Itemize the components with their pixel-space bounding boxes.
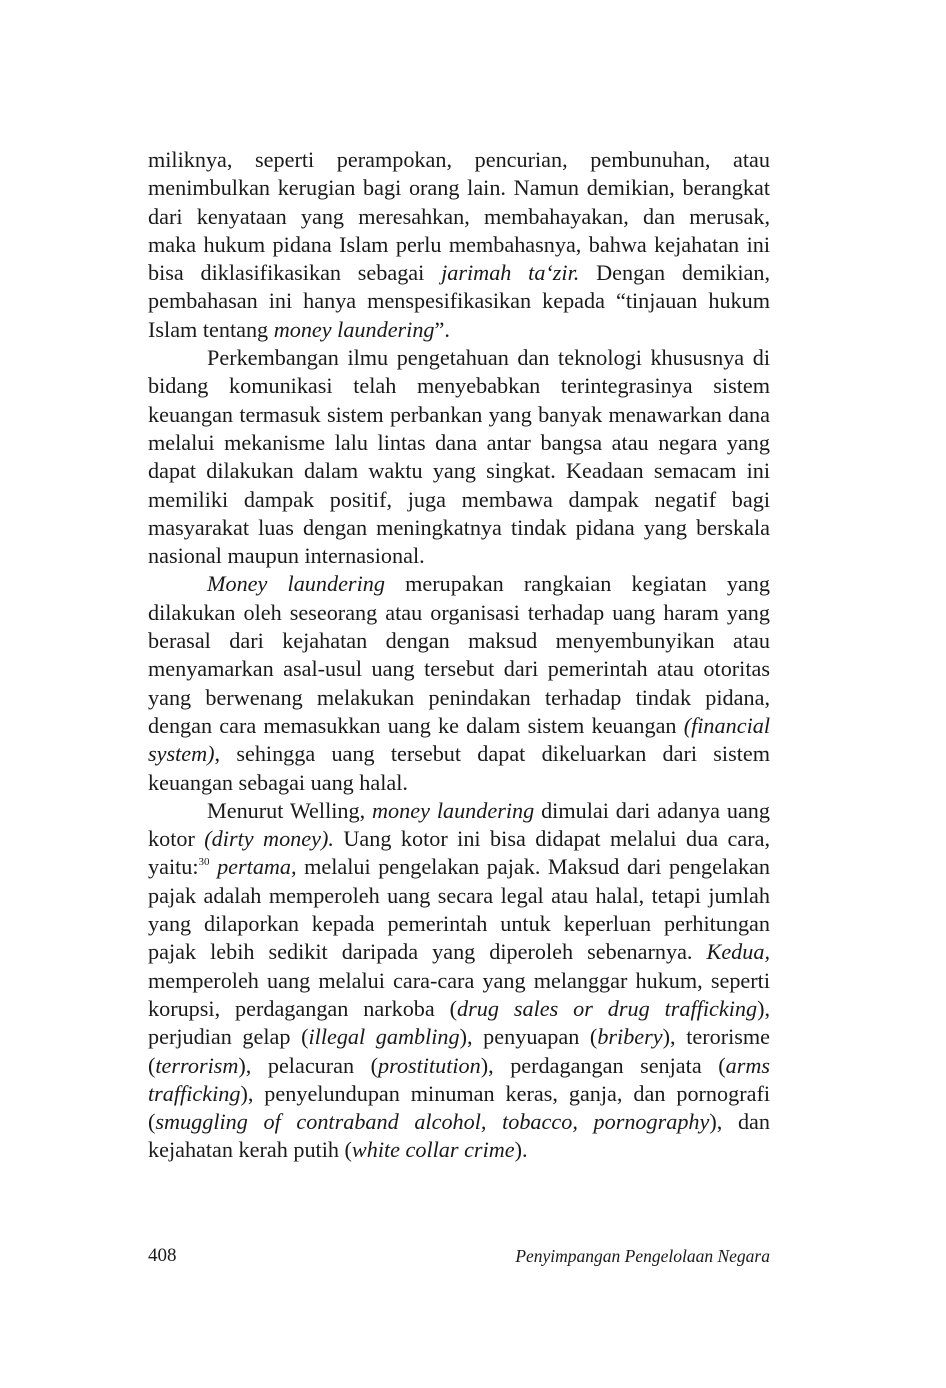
italic-term: illegal gambling (308, 1024, 460, 1050)
italic-term: terrorism (155, 1052, 239, 1078)
paragraph (148, 146, 770, 344)
running-title: Penyimpangan Pengelolaan Negara (515, 1246, 770, 1266)
text-run: memperoleh uang melalui cara-cara yang melanggar hukum, seperti korupsi, perdagangan narkoba ( (148, 967, 770, 1021)
italic-term: smuggling of contraband alcohol, tobacco, pornography (155, 1109, 710, 1135)
text-run: ”. (434, 316, 450, 342)
paragraph (148, 797, 770, 1165)
italic-term: prostitution (378, 1052, 481, 1078)
page-number: 408 (148, 1245, 177, 1266)
italic-term: money laundering (372, 797, 535, 823)
italic-term: drug sales or drug trafficking (457, 995, 758, 1021)
italic-term: money laundering (273, 316, 435, 342)
italic-term: (financial system) (148, 712, 770, 767)
italic-term: white collar crime (351, 1137, 515, 1163)
text-run: , sehingga uang tersebut dapat dikeluarkan dari sistem keuangan sebagai uang halal. (148, 741, 770, 795)
text-run: ). (514, 1137, 528, 1163)
italic-term: jarimah ta‘zir. (441, 260, 580, 286)
footnote-marker: 30 (198, 856, 210, 869)
text-run: Dengan demikian, pembahasan ini hanya menspesifikasikan kepada “tinjauan hukum Islam tentang (148, 260, 770, 342)
text-run: dimulai dari adanya uang kotor (148, 797, 770, 852)
paragraph (148, 570, 770, 796)
text-run: ), penyuapan ( (459, 1024, 598, 1050)
text-run: ), perjudian gelap ( (148, 995, 770, 1050)
text-run: merupakan rangkaian kegiatan yang dilakukan oleh seseorang atau organisasi terhadap uang haram yang berasal dari kejahatan dengan maksud menyembunyikan atau menyamarkan asal-usul uang tersebut dari pemerintah atau otoritas yang berwenang melakukan penindakan terhadap tindak pidana, dengan cara memasukkan uang ke dalam sistem keuangan (148, 571, 770, 738)
italic-term: arms trafficking (148, 1052, 770, 1106)
italic-term: Money laundering (207, 571, 385, 597)
italic-term: (dirty money). (204, 826, 334, 852)
text-run: Uang kotor ini bisa didapat melalui dua cara, yaitu: (148, 826, 770, 880)
text-run: ), penyelundupan minuman keras, ganja, dan pornografi ( (148, 1080, 770, 1135)
italic-term: pertama, (217, 854, 297, 880)
italic-term: bribery (597, 1024, 663, 1050)
text-run: miliknya, seperti perampokan, pencurian, pembunuhan, atau menimbulkan kerugian bagi orang lain. Namun demikian, berangkat dari kenyataan yang meresahkan, membahayakan, dan merusak, maka hukum pidana Islam perlu membahasnya, bahwa kejahatan ini bisa diklasifikasikan sebagai (148, 147, 770, 286)
text-run: ), pelacuran ( (238, 1052, 378, 1078)
paragraph (148, 344, 770, 570)
text-run: ), dan kejahatan kerah putih ( (148, 1109, 770, 1163)
text-run: Perkembangan ilmu pengetahuan dan teknologi khususnya di bidang komunikasi telah menyebabkan terintegrasinya sistem keuangan termasuk sistem perbankan yang banyak menawarkan dana melalui mekanisme lalu lintas dana antar bangsa atau negara yang dapat dilakukan dalam waktu yang singkat. Keadaan semacam ini memiliki dampak positif, juga membawa dampak negatif bagi masyarakat luas dengan meningkatnya tindak pidana yang berskala nasional maupun internasional. (148, 345, 770, 569)
text-run: Menurut Welling, (207, 797, 373, 823)
text-run: melalui pengelakan pajak. Maksud dari pengelakan pajak adalah memperoleh uang secara legal atau halal, tetapi jumlah yang dilaporkan kepada pemerintah untuk keperluan perhitungan pajak lebih sedikit daripada yang diperoleh sebenarnya. (148, 854, 771, 965)
text-run: ), terorisme ( (148, 1024, 770, 1078)
text-run: ), perdagangan senjata ( (480, 1052, 726, 1078)
page-body (148, 146, 770, 1165)
page-footer (148, 1245, 770, 1271)
italic-term: Kedua, (706, 939, 770, 965)
text-run (210, 854, 218, 879)
